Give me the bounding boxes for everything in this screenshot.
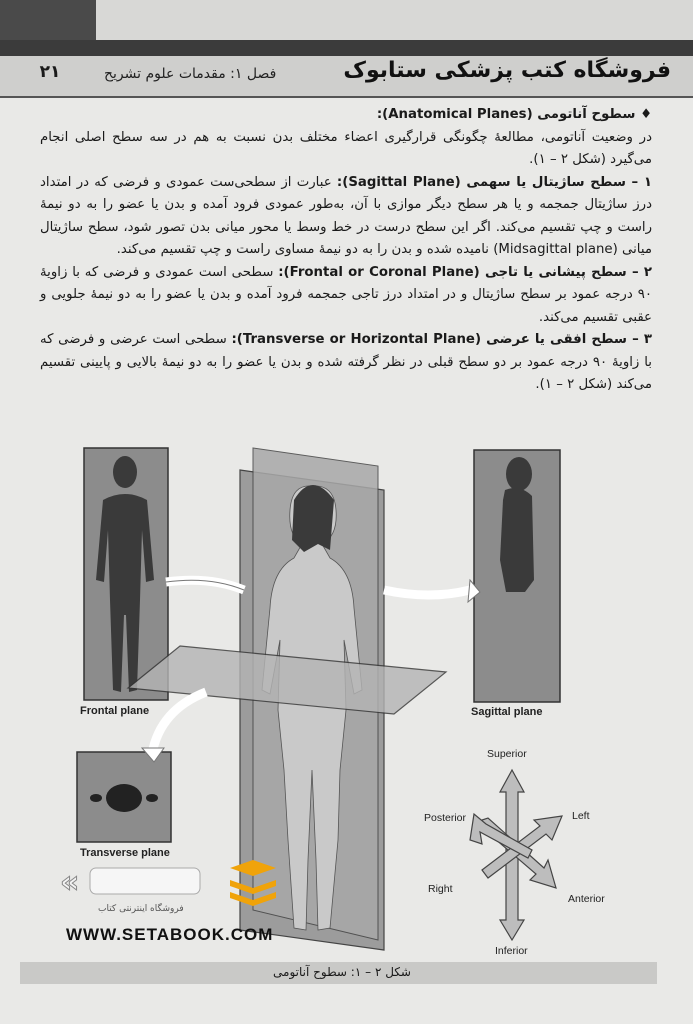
item-frontal-text: سطحی است عمودی و فرضی که با زاویهٔ ۹۰ درجه عمود بر سطح ساژیتال و در امتداد درز تاجی جمجمه فرود آمده و بدن یا عضو را به دو نیمهٔ جلویی و عقبی تقسیم می‌کند.	[40, 264, 652, 325]
setabook-logo-icon	[60, 862, 210, 902]
direction-inferior: Inferior	[495, 945, 528, 957]
page-number: ۲۱	[39, 62, 61, 82]
watermark-url: WWW.SETABOOK.COM	[66, 925, 274, 944]
item-frontal	[40, 262, 652, 330]
transverse-plane-label: Transverse plane	[80, 847, 170, 859]
item-sagittal	[40, 172, 652, 262]
arrow-to-sagittal-icon	[384, 590, 470, 595]
direction-anterior: Anterior	[568, 893, 605, 905]
svg-text:«: «	[60, 865, 80, 900]
watermark-subtitle: فروشگاه اینترنتی کتاب	[98, 904, 184, 914]
item-frontal-title: ۲ – سطح پیشانی یا تاجی (Frontal or Coronal Plane):	[278, 264, 652, 280]
hair-icon	[292, 485, 334, 552]
arrow-to-frontal-icon	[166, 580, 244, 590]
body-text	[40, 104, 652, 397]
frontal-plane-label: Frontal plane	[80, 705, 150, 717]
direction-left: Left	[572, 810, 590, 822]
sagittal-plane-label: Sagittal plane	[471, 706, 543, 718]
item-sagittal-text: عبارت از سطحی‌ست عمودی و فرضی که در امتداد درز ساژیتال جمجمه و یا هر سطح دیگر موازی با آن، به‌طور عمودی فرود آمده و بدن یا عضو را به دو نیمهٔ راست و چپ تقسیم می‌کند. اگر این سطح درست در خط وسط یا محور میانی بدن تصور شود، سطح ساژیتال میانی (Midsagittal plane) نامیده شده و بدن را به دو نیمهٔ مساوی راست و چپ تقسیم می‌کند.	[40, 174, 652, 257]
setabook-stack-icon	[226, 860, 280, 906]
item-sagittal-title: ۱ – سطح ساژیتال یا سهمی (Sagittal Plane):	[336, 174, 653, 190]
direction-compass-icon	[470, 770, 562, 940]
item-transverse-text: سطحی است عرضی و فرضی که با زاویهٔ ۹۰ درجه عمود بر دو سطح قبلی در نظر گرفته شده و بدن یا عضو را به دو نیمهٔ بالایی و پایینی تقسیم می‌کند (شکل ۲ – ۱).	[40, 332, 652, 392]
direction-posterior: Posterior	[424, 812, 467, 824]
store-title: فروشگاه کتب پزشکی ستابوک	[343, 58, 671, 83]
header-dark-bar	[0, 40, 693, 56]
item-transverse-title: ۳ – سطح افقی یا عرضی (Transverse or Horizontal Plane):	[231, 332, 652, 347]
chapter-title: فصل ۱: مقدمات علوم تشریح	[104, 66, 277, 82]
central-transverse-plane	[128, 646, 446, 714]
intro-paragraph: در وضعیت آناتومی، مطالعهٔ چگونگی قرارگیری اعضاء مختلف بدن نسبت به هم در سه سطح اصلی انجام می‌گیرد (شکل ۲ – ۱).	[40, 129, 652, 167]
item-transverse	[40, 329, 652, 397]
arrow-to-transverse-icon	[152, 692, 206, 754]
direction-right: Right	[428, 883, 453, 895]
figure-caption: شکل ۲ – ۱: سطوح آناتومی	[273, 965, 411, 979]
page-header	[0, 0, 693, 96]
section-heading: ♦ سطوح آناتومی (Anatomical Planes):	[376, 107, 652, 122]
direction-superior: Superior	[487, 748, 527, 760]
